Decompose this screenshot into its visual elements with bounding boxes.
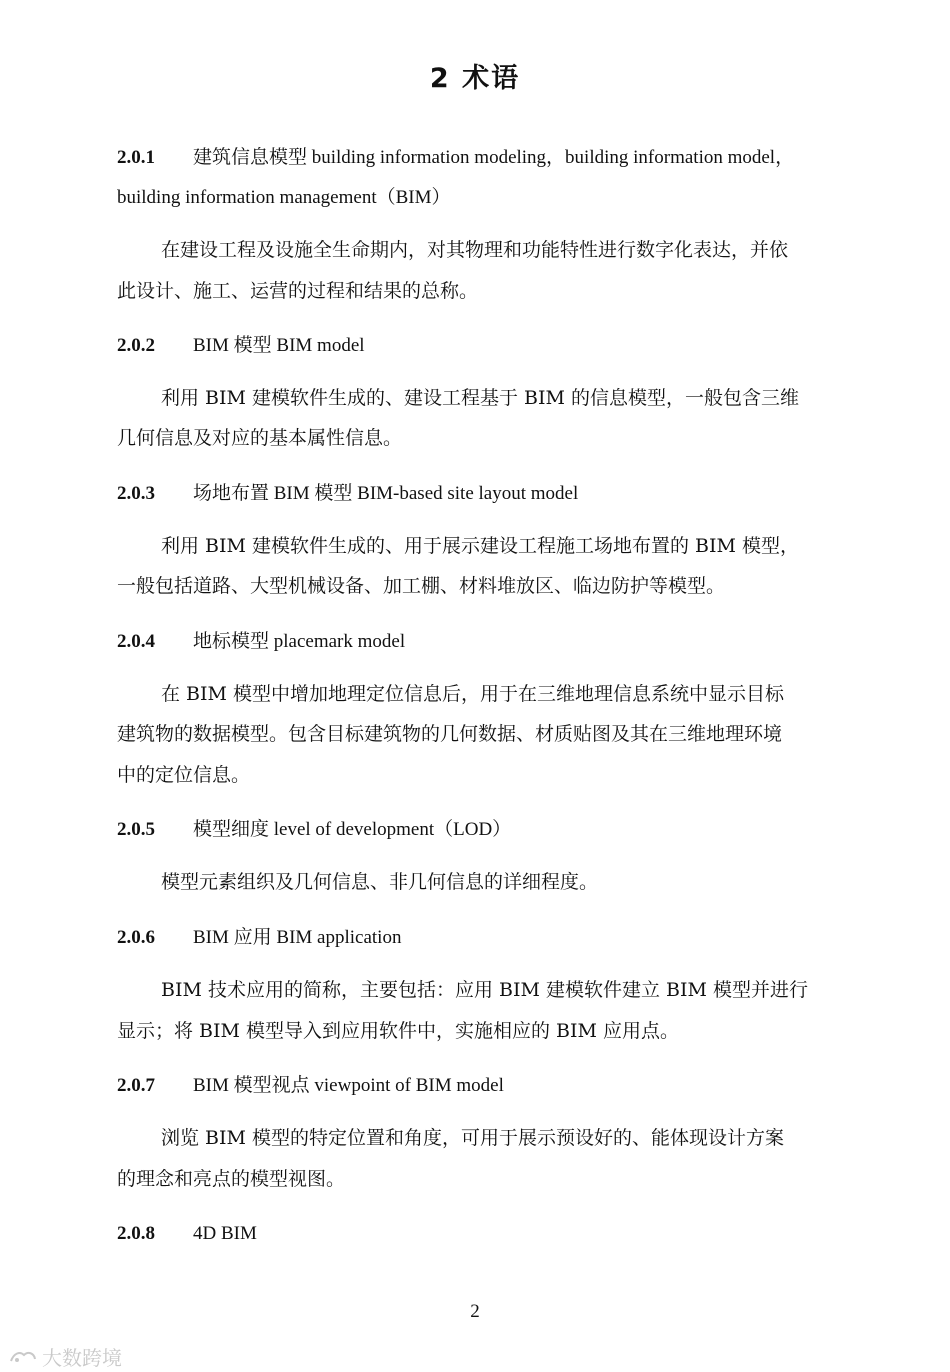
term-2-0-1-continued <box>117 184 877 211</box>
term-2-0-7 <box>117 1072 877 1099</box>
term-description-line: 的理念和亮点的模型视图。 <box>117 1168 346 1190</box>
term-description-line: 在 BIM 模型中增加地理定位信息后，用于在三维地理信息系统中显示目标 <box>161 683 785 705</box>
term-2-0-3 <box>117 480 877 507</box>
term-title: BIM 模型视点 viewpoint of BIM model <box>193 1075 504 1096</box>
term-title-continued: building information management（BIM） <box>117 187 451 208</box>
watermark-logo-icon <box>8 1347 38 1367</box>
term-title: 模型细度 level of development（LOD） <box>193 819 512 840</box>
term-description-line: 利用 BIM 建模软件生成的、用于展示建设工程施工场地布置的 BIM 模型， <box>161 535 800 557</box>
term-description-line: 建筑物的数据模型。包含目标建筑物的几何数据、材质贴图及其在三维地理环境 <box>117 723 783 745</box>
term-number: 2.0.4 <box>117 631 155 652</box>
term-description-line: 此设计、施工、运营的过程和结果的总称。 <box>117 280 479 302</box>
term-number: 2.0.7 <box>117 1075 155 1096</box>
term-description-line: 中的定位信息。 <box>117 764 251 786</box>
term-description-line: 在建设工程及设施全生命期内，对其物理和功能特性进行数字化表达，并依 <box>161 239 789 261</box>
term-2-0-4 <box>117 628 877 655</box>
term-2-0-6 <box>117 924 877 951</box>
term-title: 建筑信息模型 building information modeling，building information model， <box>193 147 795 168</box>
term-number: 2.0.3 <box>117 483 155 504</box>
page-number: 2 <box>470 1301 480 1322</box>
term-description-line: 一般包括道路、大型机械设备、加工棚、材料堆放区、临边防护等模型。 <box>117 575 726 597</box>
term-title: 地标模型 placemark model <box>193 631 406 652</box>
term-description-line: 显示；将 BIM 模型导入到应用软件中，实施相应的 BIM 应用点。 <box>117 1020 680 1042</box>
term-description-line: 浏览 BIM 模型的特定位置和角度，可用于展示预设好的、能体现设计方案 <box>161 1127 785 1149</box>
term-title: 4D BIM <box>193 1223 257 1244</box>
watermark <box>8 1342 122 1371</box>
page-title: 2 术语 <box>429 63 521 94</box>
term-title: BIM 应用 BIM application <box>193 927 402 948</box>
term-number: 2.0.8 <box>117 1223 155 1244</box>
term-description-line: 几何信息及对应的基本属性信息。 <box>117 427 403 449</box>
term-2-0-8 <box>117 1220 877 1247</box>
term-number: 2.0.2 <box>117 335 155 356</box>
watermark-text: 大数跨境 <box>42 1346 122 1370</box>
term-description-line: BIM 技术应用的简称，主要包括：应用 BIM 建模软件建立 BIM 模型并进行 <box>161 979 808 1001</box>
term-2-0-2 <box>117 332 877 359</box>
term-number: 2.0.5 <box>117 819 155 840</box>
term-title: 场地布置 BIM 模型 BIM-based site layout model <box>193 483 579 504</box>
term-description-line: 利用 BIM 建模软件生成的、建设工程基于 BIM 的信息模型，一般包含三维 <box>161 387 800 409</box>
term-title: BIM 模型 BIM model <box>193 335 365 356</box>
term-number: 2.0.6 <box>117 927 155 948</box>
term-description-line: 模型元素组织及几何信息、非几何信息的详细程度。 <box>161 871 599 893</box>
term-number: 2.0.1 <box>117 147 155 168</box>
term-2-0-1 <box>117 144 877 171</box>
term-2-0-5 <box>117 816 877 843</box>
